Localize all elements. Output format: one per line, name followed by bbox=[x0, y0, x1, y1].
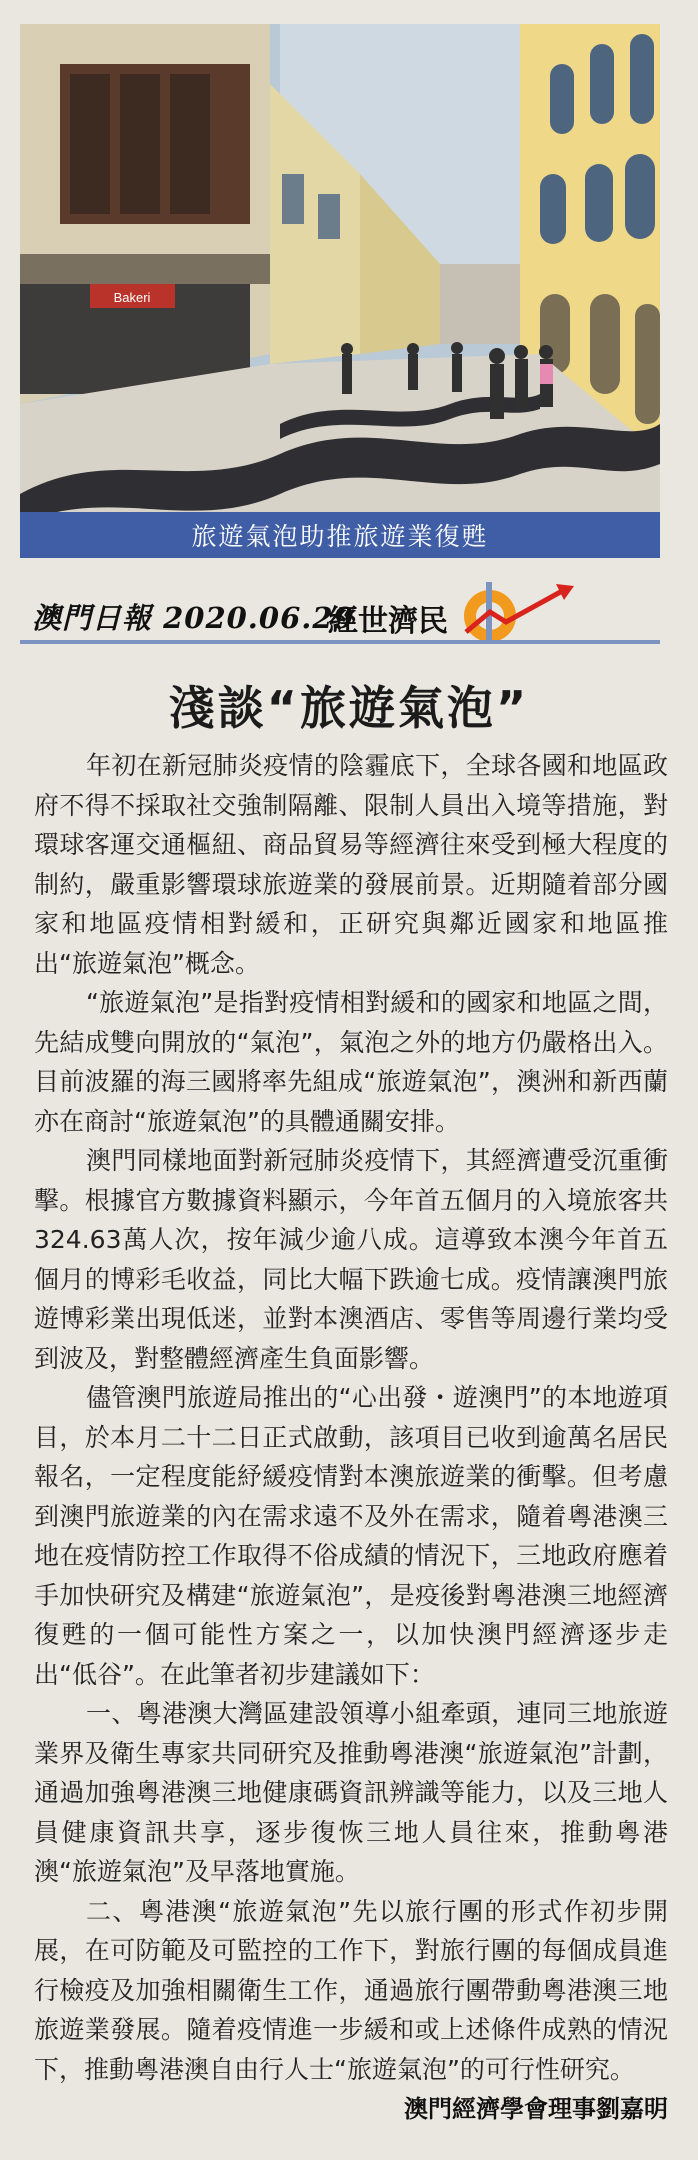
column-logo-icon bbox=[460, 582, 590, 644]
headline: 淺談“旅遊氣泡” bbox=[168, 681, 530, 735]
street-photo bbox=[20, 24, 660, 558]
byline: 澳門經濟學會理事劉嘉明 bbox=[404, 2095, 668, 2123]
date-stamp: 澳門日報 2020.06.29 bbox=[32, 601, 355, 635]
masthead bbox=[20, 582, 660, 644]
paragraph-4: 儘管澳門旅遊局推出的“心出發・遊澳門”的本地遊項目，於本月二十二日正式啟動，該項目已收到逾萬名居民報名，一定程度能紓緩疫情對本澳旅遊業的衝擊。但考慮到澳門旅遊業的內在需求遠不及外在需求，隨着粵港澳三地在疫情防控工作取得不俗成績的情況下，三地政府應着手加快研究及構建“旅遊氣泡”，是疫後對粵港澳三地經濟復甦的一個可能性方案之一，以加快澳門經濟逐步走出“低谷”。在此筆者初步建議如下： bbox=[34, 1383, 668, 1689]
shop-sign: Bakeri bbox=[113, 290, 151, 305]
header-rule bbox=[20, 640, 660, 644]
article-body bbox=[34, 746, 668, 2130]
paragraph-5: 一、粵港澳大灣區建設領導小組牽頭，連同三地旅遊業界及衛生專家共同研究及推動粵港澳“旅遊氣泡”計劃，通過加強粵港澳三地健康碼資訊辨識等能力，以及三地人員健康資訊共享，逐步復恢三地人員往來，推動粵港澳“旅遊氣泡”及早落地實施。 bbox=[34, 1699, 668, 1886]
paragraph-3: 澳門同樣地面對新冠肺炎疫情下，其經濟遭受沉重衝擊。根據官方數據資料顯示，今年首五個月的入境旅客共324.63萬人次，按年減少逾八成。這導致本澳今年首五個月的博彩毛收益，同比大幅下跌逾七成。疫情讓澳門旅遊博彩業出現低迷，並對本澳酒店、零售等周邊行業均受到波及，對整體經濟產生負面影響。 bbox=[34, 1146, 668, 1373]
paragraph-2: “旅遊氣泡”是指對疫情相對緩和的國家和地區之間，先結成雙向開放的“氣泡”，氣泡之外的地方仍嚴格出入。目前波羅的海三國將率先組成“旅遊氣泡”，澳洲和新西蘭亦在商討“旅遊氣泡”的具體通關安排。 bbox=[34, 988, 668, 1136]
paragraph-6: 二、粵港澳“旅遊氣泡”先以旅行團的形式作初步開展，在可防範及可監控的工作下，對旅行團的每個成員進行檢疫及加強相關衛生工作，通過旅行團帶動粵港澳三地旅遊業發展。隨着疫情進一步緩和或上述條件成熟的情況下，推動粵港澳自由行人士“旅遊氣泡”的可行性研究。 bbox=[34, 1896, 668, 2084]
column-name: 經世濟民 bbox=[328, 604, 448, 639]
senado-square-image bbox=[20, 24, 660, 558]
paragraph-1: 年初在新冠肺炎疫情的陰霾底下，全球各國和地區政府不得不採取社交強制隔離、限制人員出入境等措施，對環球客運交通樞紐、商品貿易等經濟往來受到極大程度的制約，嚴重影響環球旅遊業的發展前景。近期隨着部分國家和地區疫情相對緩和，正研究與鄰近國家和地區推出“旅遊氣泡”概念。 bbox=[34, 751, 668, 978]
byline-row bbox=[34, 2089, 668, 2130]
caption-bar bbox=[20, 512, 660, 558]
photo-caption: 旅遊氣泡助推旅遊業復甦 bbox=[191, 522, 489, 551]
